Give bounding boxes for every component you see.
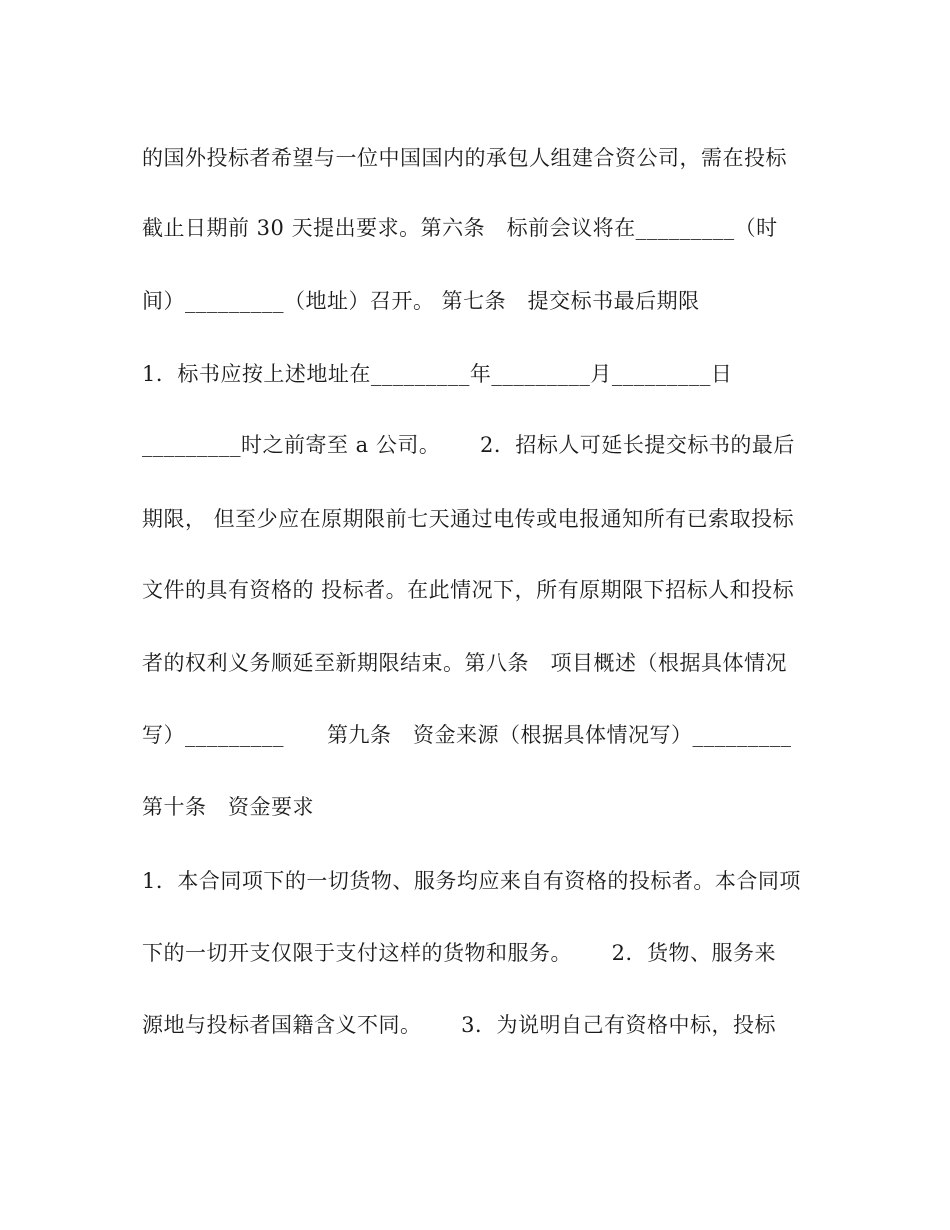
text-line-3: 间）_________（地址）召开。 第七条 提交标书最后期限 [142,289,700,313]
text-line-5: _________时之前寄至 a 公司。 2．招标人可延长提交标书的最后 [142,433,795,457]
text-line-6: 期限， 但至少应在原期限前七天通过电传或电报通知所有已索取投标 [142,507,795,531]
text-line-11: 1．本合同项下的一切货物、服务均应来自有资格的投标者。本合同项 [142,869,801,893]
text-line-13: 源地与投标者国籍含义不同。 3．为说明自己有资格中标，投标 [142,1013,777,1037]
text-line-2: 截止日期前 30 天提出要求。第六条 标前会议将在_________（时 [142,216,778,240]
text-line-9: 写）_________ 第九条 资金来源（根据具体情况写）_________ [142,723,792,747]
section-heading-article-10: 第十条 资金要求 [142,795,314,819]
text-line-4: 1．标书应按上述地址在_________年_________月_________日 [142,362,733,386]
text-line-1: 的国外投标者希望与一位中国国内的承包人组建合资公司，需在投标 [142,146,787,170]
text-line-12: 下的一切开支仅限于支付这样的货物和服务。 2．货物、服务来 [142,941,777,965]
text-line-7: 文件的具有资格的 投标者。在此情况下，所有原期限下招标人和投标 [142,578,795,602]
text-line-8: 者的权利义务顺延至新期限结束。第八条 项目概述（根据具体情况 [142,651,787,675]
